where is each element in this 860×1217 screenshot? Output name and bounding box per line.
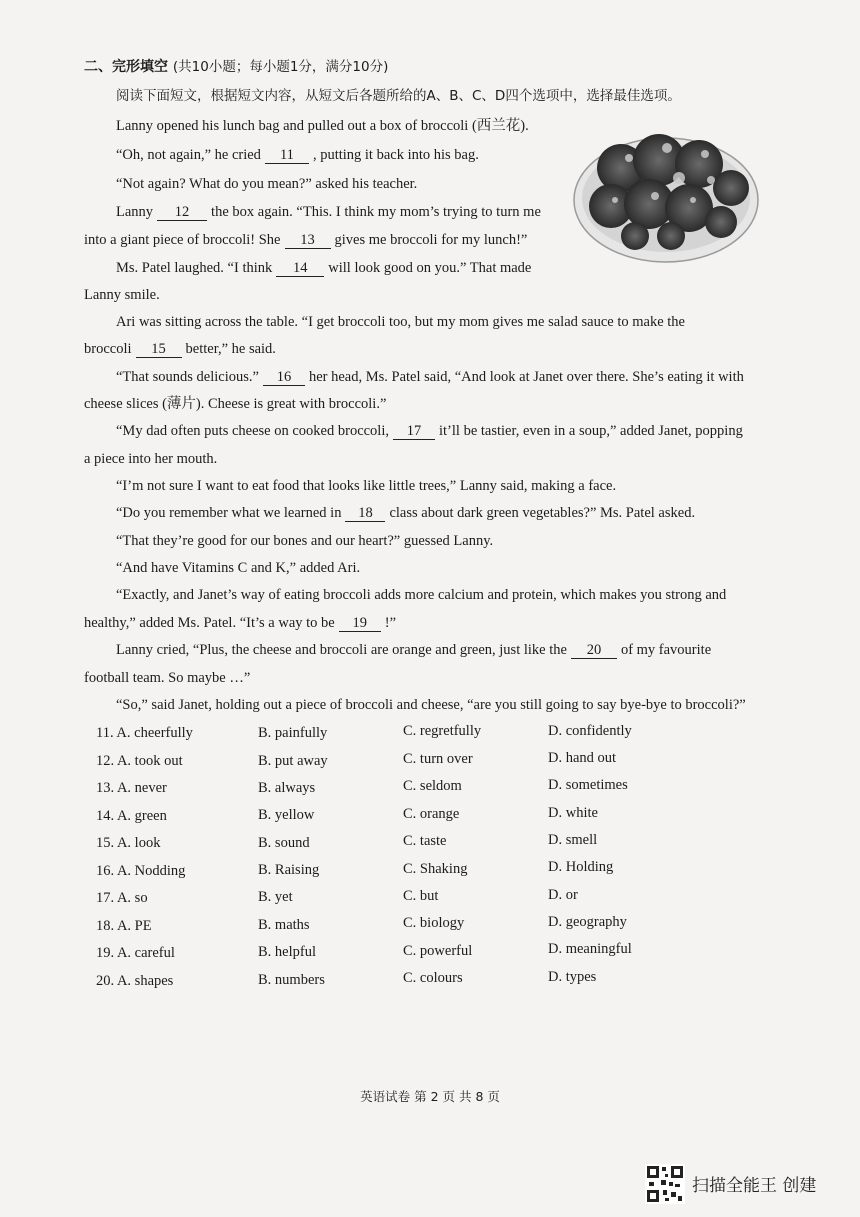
option-20-b[interactable]: B. numbers: [258, 972, 325, 988]
passage-line: “I’m not sure I want to eat food that looks like little trees,” Lanny said, making a face.: [116, 478, 617, 494]
option-13-c[interactable]: C. seldom: [403, 778, 462, 794]
option-18-b[interactable]: B. maths: [258, 917, 310, 933]
option-17-d[interactable]: D. or: [548, 887, 578, 903]
option-11-b[interactable]: B. painfully: [258, 725, 328, 741]
qr-code-icon: [645, 1164, 685, 1204]
passage-line: “Do you remember what we learned in 18 class about dark green vegetables?” Ms. Patel asked.: [116, 505, 696, 521]
passage-line: football team. So maybe …”: [84, 670, 251, 686]
option-14-a[interactable]: 14. A. green: [96, 808, 167, 824]
passage-line: “So,” said Janet, holding out a piece of broccoli and cheese, “are you still going to say bye-bye to broccoli?”: [116, 697, 746, 713]
passage-line: cheese slices (薄片). Cheese is great with broccoli.”: [84, 396, 387, 412]
section-note: (共10小题；每小题1分，满分10分): [172, 59, 389, 75]
option-14-c[interactable]: C. orange: [403, 806, 460, 822]
passage-line: “That they’re good for our bones and our heart?” guessed Lanny.: [116, 533, 494, 549]
section-heading: [84, 58, 388, 76]
option-15-b[interactable]: B. sound: [258, 835, 310, 851]
passage-line: Ms. Patel laughed. “I think 14 will look good on you.” That made: [116, 260, 532, 276]
option-15-d[interactable]: D. smell: [548, 832, 598, 848]
option-15-a[interactable]: 15. A. look: [96, 835, 161, 851]
blank-16: 16: [263, 370, 305, 386]
blank-15: 15: [136, 342, 182, 358]
passage-line: “Not again? What do you mean?” asked his teacher.: [116, 176, 418, 192]
option-19-c[interactable]: C. powerful: [403, 943, 473, 959]
blank-11: 11: [265, 148, 309, 164]
passage-line: a piece into her mouth.: [84, 451, 218, 467]
passage-line: Ari was sitting across the table. “I get broccoli too, but my mom gives me salad sauce to make the: [116, 314, 685, 330]
option-11-a[interactable]: 11. A. cheerfully: [96, 725, 193, 741]
option-20-d[interactable]: D. types: [548, 969, 597, 985]
option-17-b[interactable]: B. yet: [258, 889, 293, 905]
passage-line: “And have Vitamins C and K,” added Ari.: [116, 560, 361, 576]
option-12-d[interactable]: D. hand out: [548, 750, 617, 766]
option-19-d[interactable]: D. meaningful: [548, 941, 632, 957]
passage-line: healthy,” added Ms. Patel. “It’s a way to be 19 !”: [84, 615, 396, 631]
option-17-a[interactable]: 17. A. so: [96, 890, 148, 906]
option-18-c[interactable]: C. biology: [403, 915, 465, 931]
option-16-a[interactable]: 16. A. Nodding: [96, 863, 186, 879]
option-18-d[interactable]: D. geography: [548, 914, 627, 930]
option-12-a[interactable]: 12. A. took out: [96, 753, 183, 769]
option-17-c[interactable]: C. but: [403, 888, 439, 904]
broccoli-bowl-icon: [571, 118, 761, 268]
section-instruction: 阅读下面短文，根据短文内容，从短文后各题所给的A、B、C、D四个选项中，选择最佳选项。: [116, 88, 681, 104]
blank-12: 12: [157, 205, 207, 221]
passage-line: “Exactly, and Janet’s way of eating broccoli adds more calcium and protein, which makes you strong and: [116, 587, 727, 603]
option-16-b[interactable]: B. Raising: [258, 862, 320, 878]
option-19-a[interactable]: 19. A. careful: [96, 945, 175, 961]
option-19-b[interactable]: B. helpful: [258, 944, 316, 960]
option-11-d[interactable]: D. confidently: [548, 723, 632, 739]
option-20-c[interactable]: C. colours: [403, 970, 463, 986]
blank-18: 18: [345, 506, 385, 522]
blank-14: 14: [276, 261, 324, 277]
passage-line: Lanny cried, “Plus, the cheese and broccoli are orange and green, just like the 20 of my favourite: [116, 642, 712, 658]
option-13-d[interactable]: D. sometimes: [548, 777, 628, 793]
option-12-c[interactable]: C. turn over: [403, 751, 473, 767]
scanner-watermark: 扫描全能王 创建: [692, 1176, 817, 1196]
blank-13: 13: [285, 233, 331, 249]
passage-line: broccoli 15 better,” he said.: [84, 341, 276, 357]
blank-20: 20: [571, 643, 617, 659]
option-13-b[interactable]: B. always: [258, 780, 316, 796]
option-14-b[interactable]: B. yellow: [258, 807, 315, 823]
passage-line: Lanny 12 the box again. “This. I think my mom’s trying to turn me: [116, 204, 541, 220]
passage-line: Lanny opened his lunch bag and pulled out a box of broccoli (西兰花).: [116, 118, 529, 134]
option-18-a[interactable]: 18. A. PE: [96, 918, 152, 934]
blank-19: 19: [339, 616, 381, 632]
option-15-c[interactable]: C. taste: [403, 833, 447, 849]
section-title: 二、完形填空: [84, 59, 168, 75]
passage-line: “My dad often puts cheese on cooked broccoli, 17 it’ll be tastier, even in a soup,” added Janet, popping: [116, 423, 743, 439]
blank-17: 17: [393, 424, 435, 440]
passage-line: “Oh, not again,” he cried 11 , putting it back into his bag.: [116, 147, 479, 163]
option-16-d[interactable]: D. Holding: [548, 859, 614, 875]
passage-line: Lanny smile.: [84, 287, 160, 303]
option-12-b[interactable]: B. put away: [258, 753, 328, 769]
passage-line: “That sounds delicious.” 16 her head, Ms. Patel said, “And look at Janet over there. She’s eating it with: [116, 369, 744, 385]
option-11-c[interactable]: C. regretfully: [403, 723, 482, 739]
option-16-c[interactable]: C. Shaking: [403, 861, 468, 877]
option-13-a[interactable]: 13. A. never: [96, 780, 167, 796]
option-20-a[interactable]: 20. A. shapes: [96, 973, 174, 989]
option-14-d[interactable]: D. white: [548, 805, 598, 821]
passage-line: into a giant piece of broccoli! She 13 gives me broccoli for my lunch!”: [84, 232, 528, 248]
page-footer: 英语试卷 第 2 页 共 8 页: [360, 1089, 500, 1104]
